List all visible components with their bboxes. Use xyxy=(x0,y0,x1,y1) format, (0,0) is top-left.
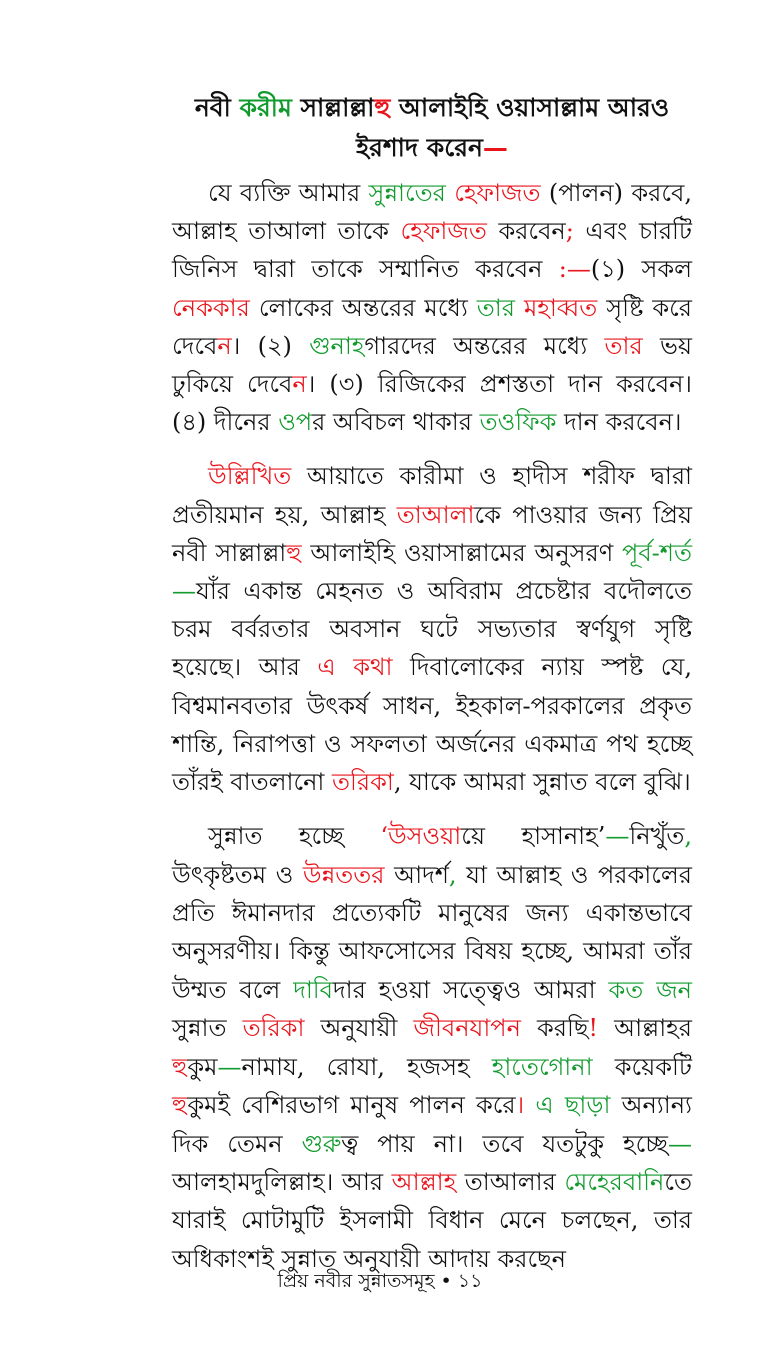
highlight-red: ন xyxy=(217,331,232,360)
section-heading: নবী করীম সাল্লাল্লাহু আলাইহি ওয়াসাল্লাম আরও ইরশাদ করেন— xyxy=(194,93,670,162)
highlight-green: , xyxy=(684,822,692,851)
highlight-red: হু xyxy=(286,538,302,567)
highlight-red: আল্লাহ xyxy=(391,1167,457,1196)
highlight-green: গুনাহ xyxy=(309,331,365,360)
highlight-red: উল্লিখিত xyxy=(208,462,292,491)
highlight-red: তার xyxy=(604,331,643,360)
highlight-green: হাতেগোনা xyxy=(491,1052,593,1081)
highlight-red: ‘উসওয়া xyxy=(380,822,462,851)
highlight-red: ; xyxy=(565,217,574,246)
highlight-red: — xyxy=(482,133,508,162)
highlight-green: — xyxy=(605,822,630,851)
highlight-red: মহাব্বত xyxy=(523,293,598,322)
highlight-red: হেফাজত xyxy=(400,217,487,246)
highlight-green: তার xyxy=(476,293,515,322)
highlight-red: তরিকা xyxy=(332,768,394,797)
highlight-red: ন xyxy=(292,370,307,399)
highlight-green: সুন্নাতের xyxy=(368,179,446,207)
highlight-red: তরিকা xyxy=(242,1014,305,1043)
highlight-red: হু xyxy=(374,93,391,122)
highlight-green: কত জন xyxy=(608,975,692,1004)
highlight-red: :— xyxy=(558,255,591,284)
page-footer: প্রিয় নবীর সুন্নাতসমূহ • ১১ xyxy=(277,1270,483,1292)
highlight-red: নেককার xyxy=(172,293,250,322)
highlight-green: এ ছাড়া xyxy=(535,1091,611,1120)
highlight-green: , xyxy=(448,860,457,889)
highlight-red: হু xyxy=(172,1091,188,1120)
highlight-green: মেহেরবানি xyxy=(564,1167,665,1196)
highlight-red: উন্নততর xyxy=(302,860,385,889)
highlight-green: পূর্ব-শর্ত— xyxy=(172,538,692,606)
highlight-red: হু xyxy=(172,1052,188,1081)
highlight-red: হেফাজত xyxy=(454,179,541,207)
highlight-red: জীবনযাপন xyxy=(413,1014,521,1043)
highlight-green: — xyxy=(668,1129,693,1158)
highlight-green: গুরু xyxy=(301,1129,342,1158)
paragraph-1: যে ব্যক্তি আমার সুন্নাতের হেফাজত (পালন) করবে, আল্লাহ তাআলা তাকে হেফাজত করবেন; এবং চারটি জিনিস দ্বারা তাকে সম্মানিত করবেন :—(১) সকল নেককার লোকের অন্তরের মধ্যে তার মহাব্বত সৃষ্টি করে দেবেন। (২) গুনাহগারদের অন্তরের মধ্যে তার ভয় ঢুকিয়ে দেবেন। (৩) রিজিকের প্রশস্ততা দান করবেন। (৪) দীনের ওপর অবিচল থাকার তওফিক দান করবেন। xyxy=(172,179,692,437)
highlight-green: ওপ xyxy=(278,408,313,437)
highlight-green: — xyxy=(217,1052,242,1081)
paragraph-3: সুন্নাত হচ্ছে ‘উসওয়ায়ে হাসানাহ’—নিখুঁত, উৎকৃষ্টতম ও উন্নততর আদর্শ, যা আল্লাহ ও পরকালের প্রতি ঈমানদার প্রত্যেকটি মানুষের জন্য একান্তভাবে অনুসরণীয়। কিন্তু আফসোসের বিষয় হচ্ছে, আমরা তাঁর উম্মত বলে দাবিদার হওয়া সত্ত্বেও আমরা কত জন সুন্নাত তরিকা অনুযায়ী জীবনযাপন করছি! আল্লাহর হুকুম—নামায, রোযা, হজসহ হাতেগোনা কয়েকটি হুকুমই বেশিরভাগ মানুষ পালন করে। এ ছাড়া অন্যান্য দিক তেমন গুরুত্ব পায় না। তবে যতটুকু হচ্ছে—আলহামদুলিল্লাহ। আর আল্লাহ তাআলার মেহেরবানিতে যারাই মোটামুটি ইসলামী বিধান মেনে চলছেন, তার অধিকাংশই সুন্নাত অনুযায়ী আদায় করছেন xyxy=(172,822,693,1273)
paragraph-2: উল্লিখিত আয়াতে কারীমা ও হাদীস শরীফ দ্বারা প্রতীয়মান হয়, আল্লাহ তাআলাকে পাওয়ার জন্য প্রিয় নবী সাল্লাল্লাহু আলাইহি ওয়াসাল্লামের অনুসরণ পূর্ব-শর্ত—যাঁর একান্ত মেহনত ও অবিরাম প্রচেষ্টার বদৌলতে চরম বর্বরতার অবসান ঘটে সভ্যতার স্বর্ণযুগ সৃষ্টি হয়েছে। আর এ কথা দিবালোকের ন্যায় স্পষ্ট যে, বিশ্বমানবতার উৎকর্ষ সাধন, ইহকাল-পরকালের প্রকৃত শান্তি, নিরাপত্তা ও সফলতা অর্জনের একমাত্র পথ হচ্ছে তাঁরই বাতলানো তরিকা, যাকে আমরা সুন্নাত বলে বুঝি। xyxy=(172,462,692,797)
highlight-red: । xyxy=(515,1091,525,1120)
highlight-green: করীম xyxy=(239,93,292,122)
page-body xyxy=(172,88,692,1294)
highlight-red: এ কথা xyxy=(317,653,393,682)
highlight-green: তওফিক xyxy=(479,408,557,437)
highlight-red: তাআলা xyxy=(396,500,475,529)
highlight-green: দাবি xyxy=(293,975,334,1004)
highlight-red: ! xyxy=(588,1014,599,1043)
